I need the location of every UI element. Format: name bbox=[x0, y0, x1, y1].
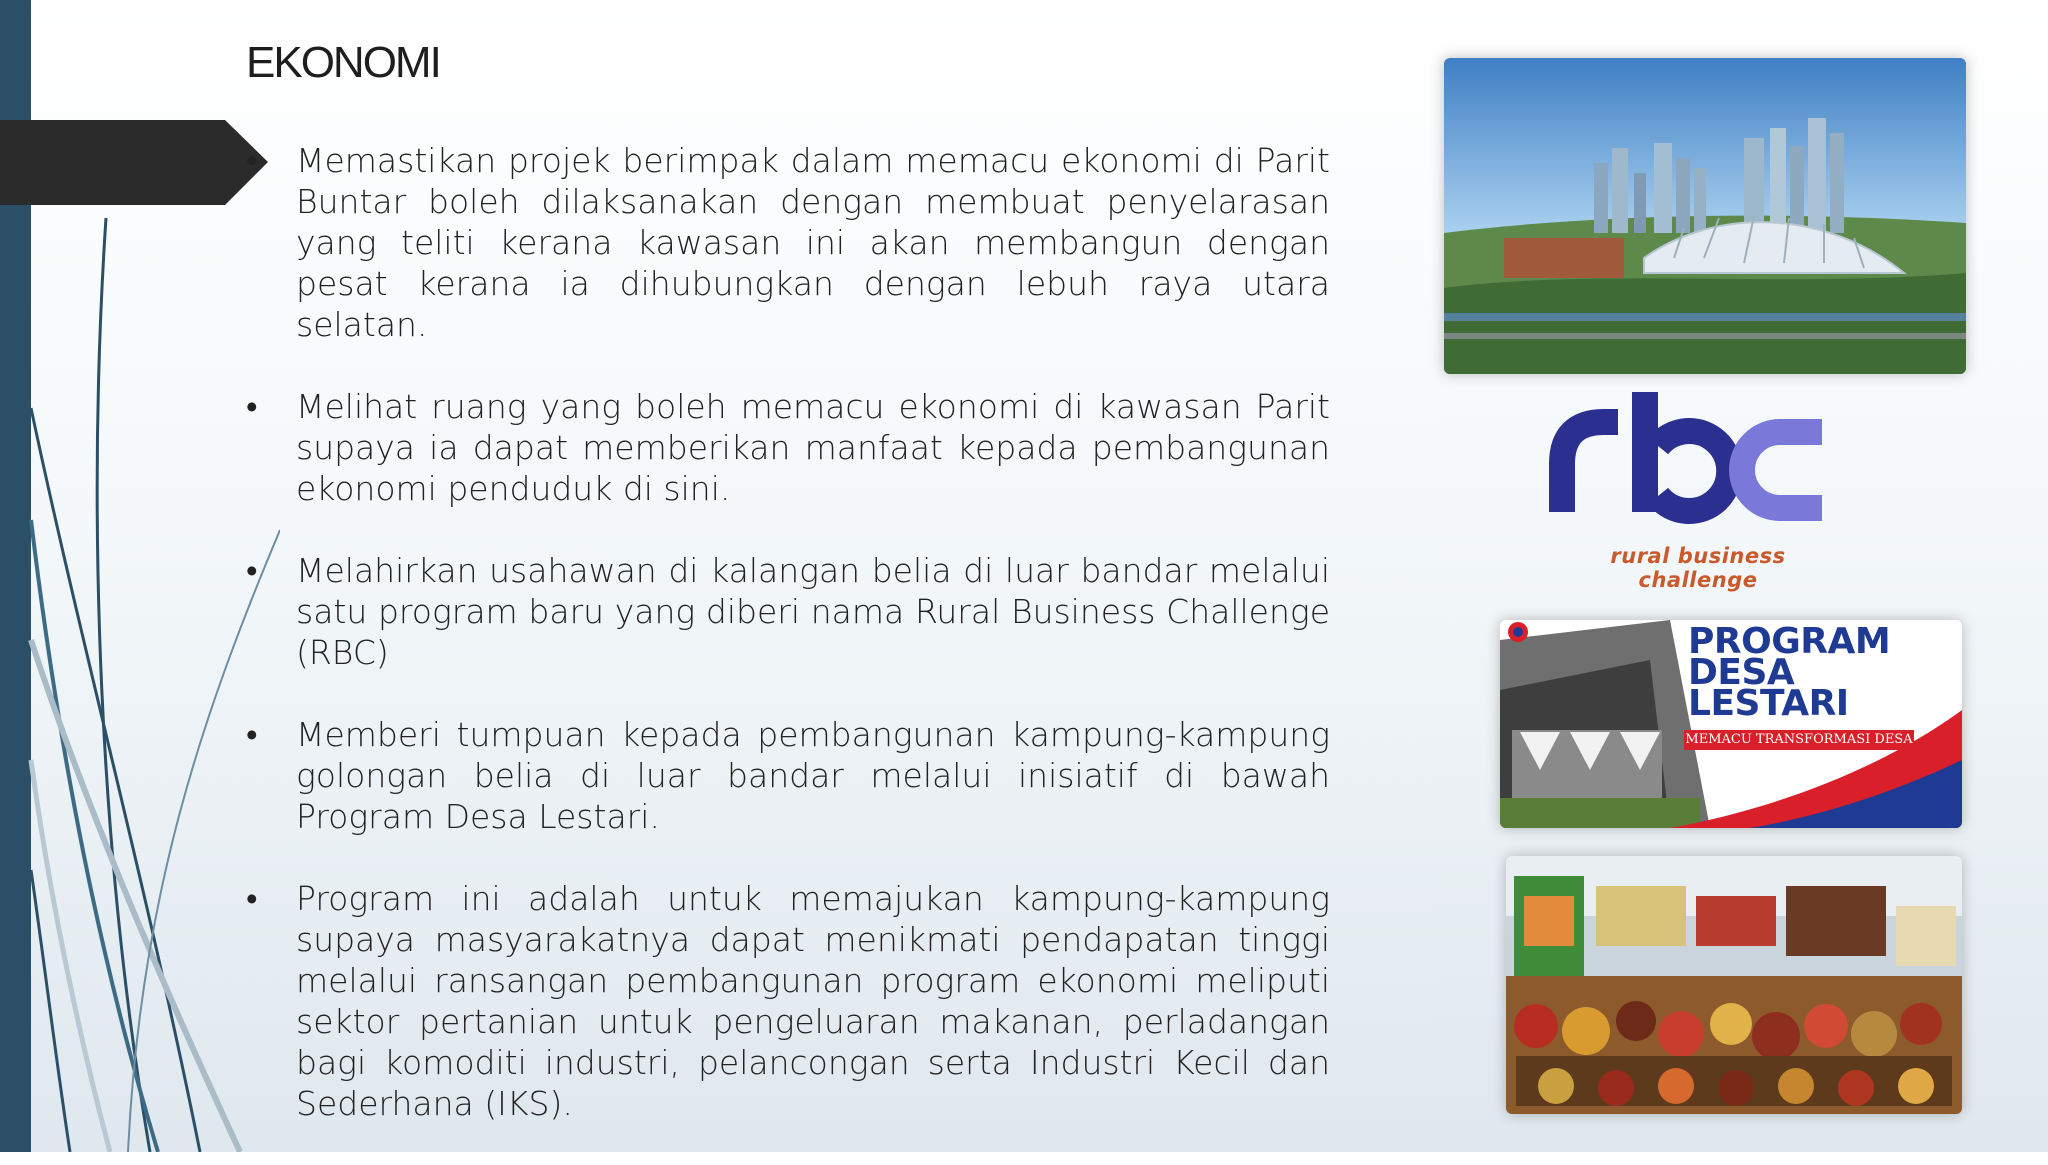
desa-lestari-line1: PROGRAM bbox=[1688, 621, 1891, 662]
slide-title: EKONOMI bbox=[246, 38, 440, 87]
bullet-dot: • bbox=[246, 551, 258, 590]
bullet-item bbox=[246, 714, 1330, 837]
local-products-photo bbox=[1506, 856, 1962, 1114]
desa-lestari-subtitle: MEMACU TRANSFORMASI DESA bbox=[1684, 730, 1914, 750]
bullet-item bbox=[246, 386, 1330, 509]
bullet-item bbox=[246, 878, 1330, 1124]
bullet-text: Program ini adalah untuk memajukan kampung-kampung supaya masyarakatnya dapat menikmati pendapatan tinggi melalui ransangan pembangunan program ekonomi meliputi sektor pertanian untuk pengeluaran makanan, perladangan bagi komoditi industri, pelancongan serta Industri Kecil dan Sederhana (IKS). bbox=[296, 879, 1330, 1123]
title-arrow-shape bbox=[0, 120, 268, 205]
bullet-item bbox=[246, 550, 1330, 673]
bullet-list bbox=[246, 140, 1330, 1165]
desa-lestari-line2: DESA bbox=[1688, 652, 1795, 693]
bullet-dot: • bbox=[246, 387, 258, 426]
bullet-text: Memastikan projek berimpak dalam memacu ekonomi di Parit Buntar boleh dilaksanakan dengan membuat penyelarasan yang teliti kerana kawasan ini akan membangun dengan pesat kerana ia dihubungkan dengan lebuh raya utara selatan. bbox=[296, 141, 1330, 344]
desa-lestari-line3: LESTARI bbox=[1688, 683, 1849, 724]
bullet-item bbox=[246, 140, 1330, 345]
bullet-dot: • bbox=[246, 879, 258, 918]
city-development-photo bbox=[1444, 58, 1966, 374]
bullet-dot: • bbox=[246, 715, 258, 754]
bullet-text: Melahirkan usahawan di kalangan belia di luar bandar melalui satu program baru yang diberi nama Rural Business Challenge (RBC) bbox=[296, 551, 1330, 672]
bullet-text: Memberi tumpuan kepada pembangunan kampung-kampung golongan belia di luar bandar melalui inisiatif di bawah Program Desa Lestari. bbox=[296, 715, 1330, 836]
bullet-dot: • bbox=[246, 141, 258, 180]
bullet-text: Melihat ruang yang boleh memacu ekonomi di kawasan Parit supaya ia dapat memberikan manfaat kepada pembangunan ekonomi penduduk di sini. bbox=[296, 387, 1330, 508]
rbc-tagline: rural business challenge bbox=[1610, 544, 1786, 592]
desa-lestari-title bbox=[1688, 621, 1891, 724]
